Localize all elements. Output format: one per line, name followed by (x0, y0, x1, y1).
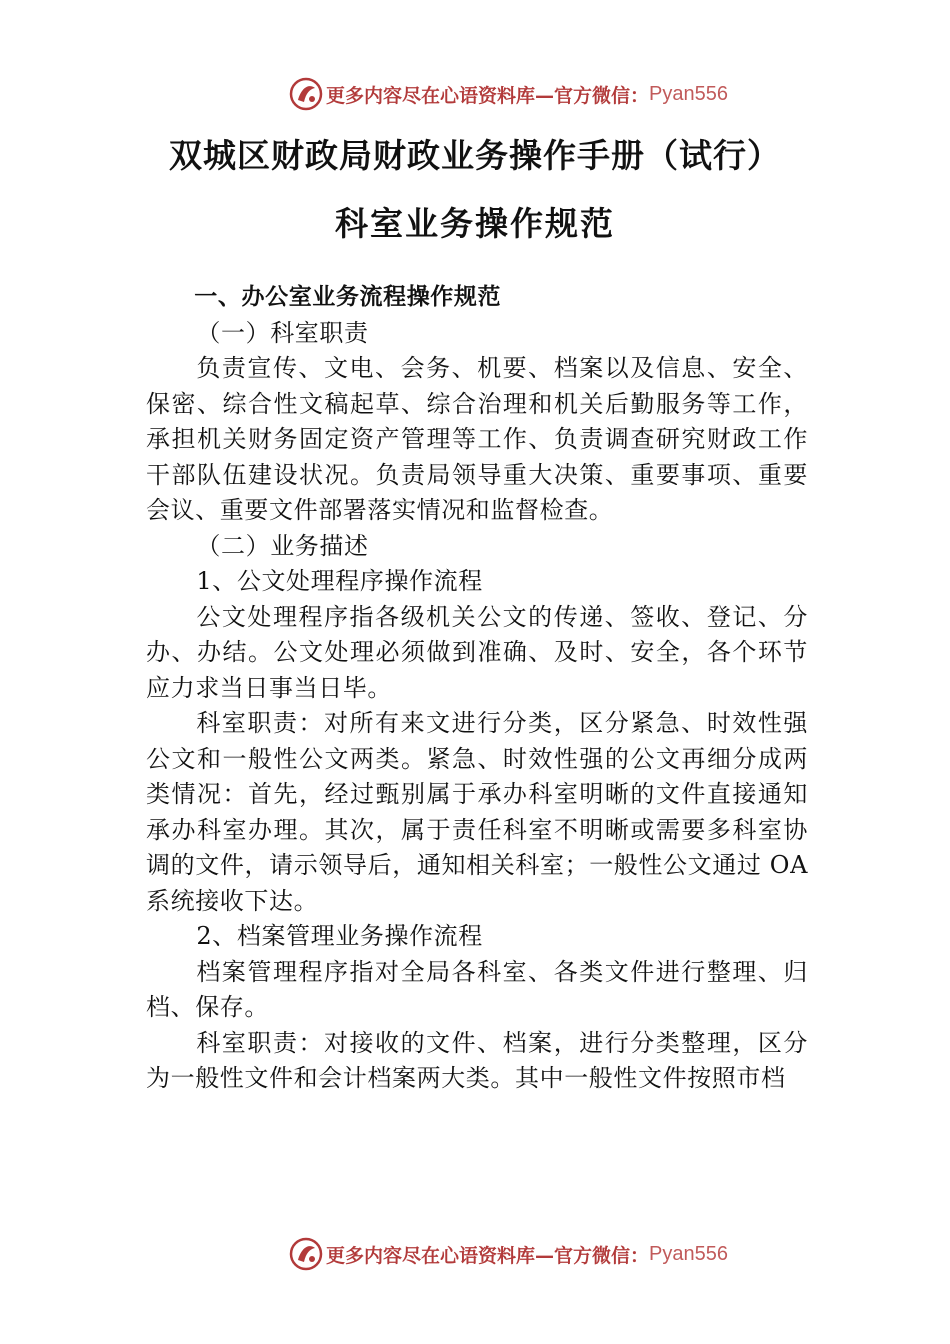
body-paragraph: 公文处理程序指各级机关公文的传递、签收、登记、分办、办结。公文处理必须做到准确、及时、安全，各个环节应力求当日事当日毕。 (146, 602, 808, 702)
brand-logo-icon (288, 1236, 324, 1272)
document-body (146, 280, 808, 1097)
watermark-text: 更多内容尽在心语资料库—官方微信： (326, 84, 650, 107)
brand-logo-icon (288, 76, 324, 112)
watermark-wechat-id: Pyan556 (649, 82, 728, 105)
body-paragraph: 科室职责：对所有来文进行分类，区分紧急、时效性强公文和一般性公文两类。紧急、时效性强的公文再细分成两类情况：首先，经过甄别属于承办科室明晰的文件直接通知承办科室办理。其次，属于责任科室不明晰或需要多科室协调的文件，请示领导后，通知相关科室；一般性公文通过 OA 系统接收下达。 (146, 709, 808, 915)
subsection-heading: （二）业务描述 (196, 531, 369, 560)
document-title: 双城区财政局财政业务操作手册（试行） (169, 136, 781, 175)
item-heading: 2、档案管理业务操作流程 (196, 922, 483, 950)
watermark-text: 更多内容尽在心语资料库—官方微信： (326, 1244, 650, 1267)
watermark-banner-bottom (288, 1234, 788, 1274)
item-heading: 1、公文处理程序操作流程 (196, 567, 483, 595)
body-paragraph: 科室职责：对接收的文件、档案，进行分类整理，区分为一般性文件和会计档案两大类。其中一般性文件按照市档 (146, 1028, 808, 1092)
watermark-banner-top (288, 74, 788, 114)
body-paragraph: 负责宣传、文电、会务、机要、档案以及信息、安全、保密、综合性文稿起草、综合治理和机关后勤服务等工作，承担机关财务固定资产管理等工作、负责调查研究财政工作干部队伍建设状况。负责局领导重大决策、重要事项、重要会议、重要文件部署落实情况和监督检查。 (146, 354, 808, 524)
document-subtitle: 科室业务操作规范 (335, 204, 615, 243)
body-paragraph: 档案管理程序指对全局各科室、各类文件进行整理、归档、保存。 (146, 957, 808, 1021)
subsection-heading: （一）科室职责 (196, 318, 369, 347)
section-heading: 一、办公室业务流程操作规范 (194, 284, 502, 310)
watermark-wechat-id: Pyan556 (649, 1242, 728, 1265)
